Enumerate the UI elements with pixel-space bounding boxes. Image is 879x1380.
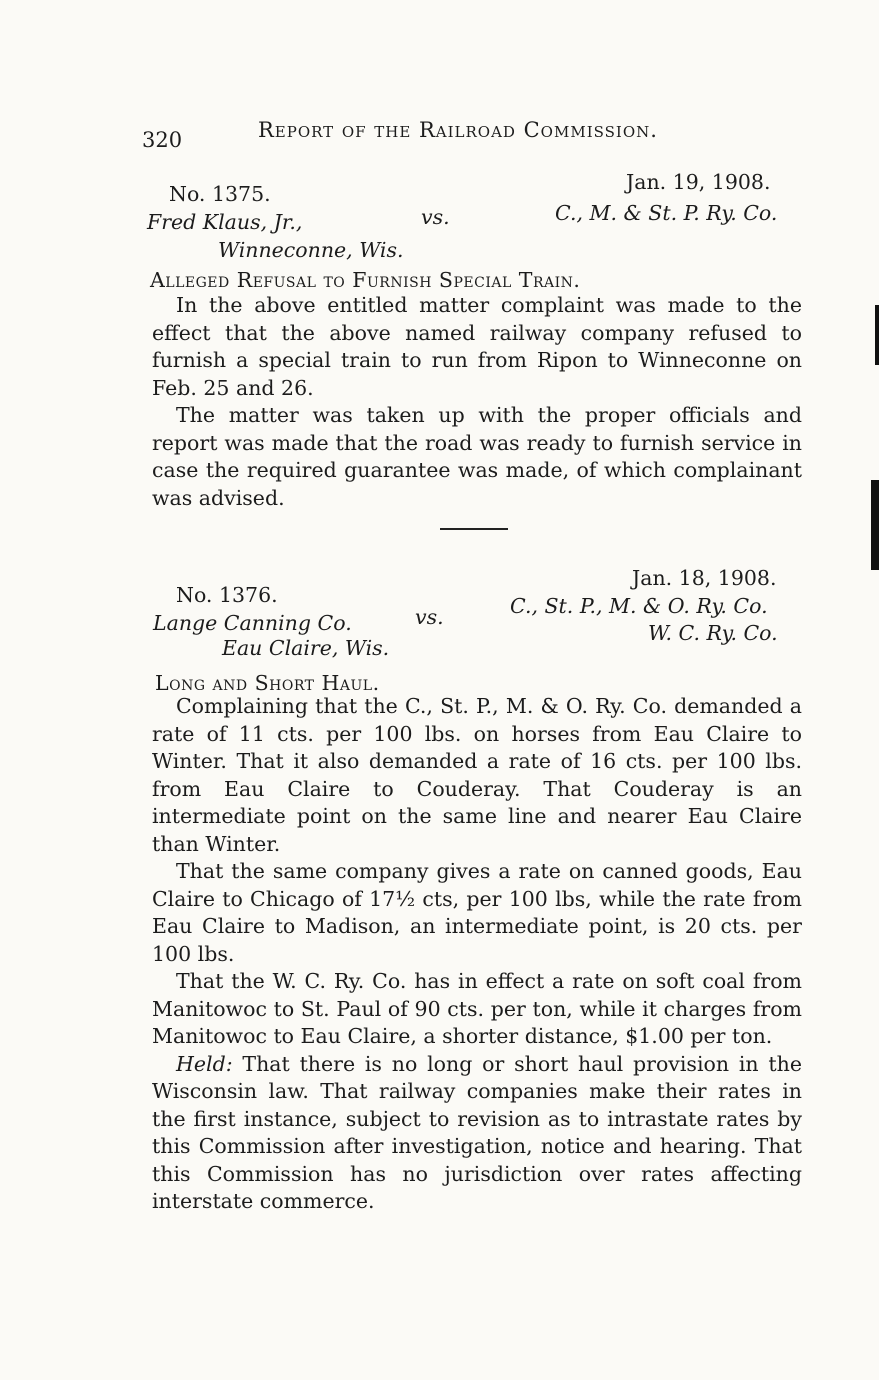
page-number: 320: [142, 128, 183, 152]
paragraph: The matter was taken up with the proper officials and report was made that the road was ready to furnish service in case the required guarantee was made, of which complainant was advised.: [152, 403, 802, 510]
case-body: [152, 292, 802, 512]
respondent: C., St. P., M. & O. Ry. Co.: [510, 594, 768, 618]
case-date: Jan. 19, 1908.: [626, 170, 771, 194]
case-number: No. 1376.: [176, 583, 278, 607]
held-label: Held:: [176, 1051, 233, 1076]
versus: vs.: [415, 605, 444, 629]
versus: vs.: [421, 205, 450, 229]
complainant-location: Winneconne, Wis.: [218, 238, 404, 262]
complainant: Lange Canning Co.: [153, 611, 352, 635]
complainant-location: Eau Claire, Wis.: [222, 636, 390, 660]
held-paragraph: [152, 1051, 802, 1216]
running-title: Report of the Railroad Commission.: [258, 118, 658, 142]
complainant: Fred Klaus, Jr.,: [147, 210, 303, 234]
held-text: That there is no long or short haul provision in the Wisconsin law. That railway companies make their rates in the first instance, subject to revision as to intrastate rates by this Commission after investigation, notice and hearing. That this Commission has no jurisdiction over rates affecting interstate commerce.: [152, 1051, 802, 1213]
case-number: No. 1375.: [169, 182, 271, 206]
case-subject: Long and Short Haul.: [155, 671, 380, 695]
respondent: C., M. & St. P. Ry. Co.: [555, 201, 778, 225]
page-edge-shadow: [875, 305, 879, 365]
case-subject: Alleged Refusal to Furnish Special Train.: [150, 268, 581, 292]
respondent: W. C. Ry. Co.: [648, 621, 778, 645]
section-divider: [440, 528, 508, 530]
case-body: [152, 693, 802, 1216]
paragraph: Complaining that the C., St. P., M. & O. Ry. Co. demanded a rate of 11 cts. per 100 lbs. on horses from Eau Claire to Winter. That it also demanded a rate of 16 cts. per 100 lbs. from Eau Claire to Couderay. That Couderay is an intermediate point on the same line and nearer Eau Claire than Winter.: [152, 694, 802, 856]
paragraph: That the same company gives a rate on canned goods, Eau Claire to Chicago of 17½ cts, per 100 lbs, while the rate from Eau Claire to Madison, an intermediate point, is 20 cts. per 100 lbs.: [152, 859, 802, 966]
page-edge-shadow: [871, 480, 879, 570]
paragraph: That the W. C. Ry. Co. has in effect a rate on soft coal from Manitowoc to St. Paul of 90 cts. per ton, while it charges from Manitowoc to Eau Claire, a shorter distance, $1.00 per ton.: [152, 969, 802, 1048]
case-date: Jan. 18, 1908.: [632, 566, 777, 590]
paragraph: In the above entitled matter complaint was made to the effect that the above named railway company refused to furnish a special train to run from Ripon to Winneconne on Feb. 25 and 26.: [152, 293, 802, 400]
